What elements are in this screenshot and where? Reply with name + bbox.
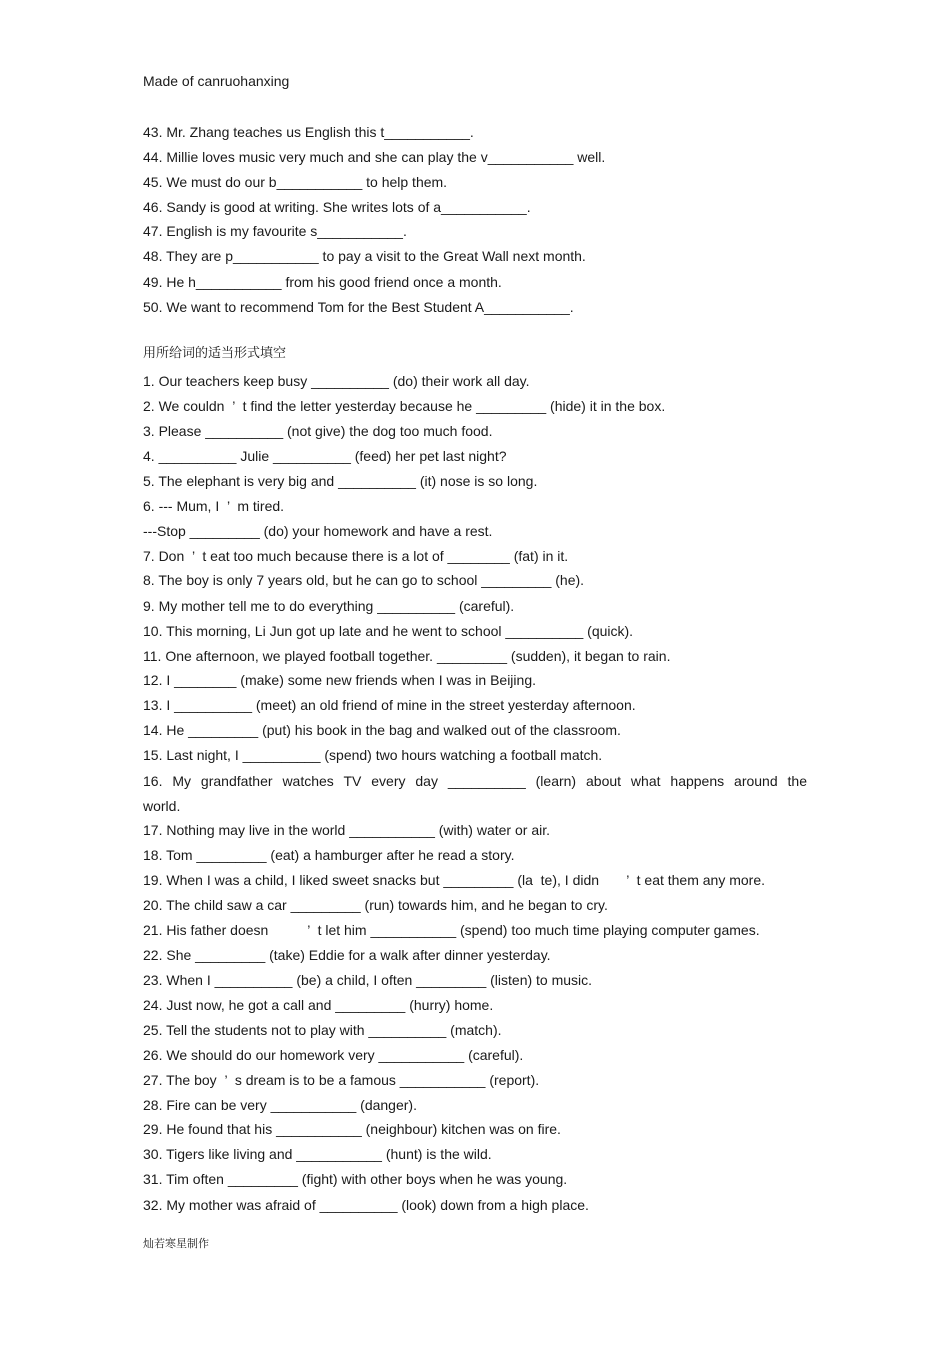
- exercise-line: 43. Mr. Zhang teaches us English this t___________.: [143, 124, 474, 140]
- exercise-line: 49. He h___________ from his good friend once a month.: [143, 274, 502, 290]
- exercise-line: 23. When I __________ (be) a child, I often _________ (listen) to music.: [143, 972, 593, 988]
- exercise-line: 22. She _________ (take) Eddie for a walk after dinner yesterday.: [143, 947, 551, 963]
- exercise-line: 5. The elephant is very big and __________ (it) nose is so long.: [143, 473, 538, 489]
- exercise-line: 31. Tim often _________ (fight) with other boys when he was young.: [143, 1171, 568, 1187]
- exercise-line: 16. My grandfather watches TV every day __________ (learn) about what happens around the: [143, 773, 807, 789]
- exercise-line: 2. We couldn ’ t find the letter yesterday because he _________ (hide) it in the box.: [143, 398, 666, 414]
- exercise-line: 11. One afternoon, we played football together. _________ (sudden), it began to rain.: [143, 648, 671, 664]
- section-title: 用所给词的适当形式填空: [143, 346, 287, 361]
- exercise-line: 28. Fire can be very ___________ (danger).: [143, 1097, 417, 1113]
- exercise-line: 13. I __________ (meet) an old friend of mine in the street yesterday afternoon.: [143, 697, 636, 713]
- exercise-line: 9. My mother tell me to do everything __________ (careful).: [143, 598, 515, 614]
- exercise-line: 48. They are p___________ to pay a visit to the Great Wall next month.: [143, 248, 586, 264]
- exercise-line: 18. Tom _________ (eat) a hamburger after he read a story.: [143, 847, 515, 863]
- exercise-line: 10. This morning, Li Jun got up late and he went to school __________ (quick).: [143, 623, 634, 639]
- exercise-line: 27. The boy ’ s dream is to be a famous ___________ (report).: [143, 1072, 540, 1088]
- exercise-line: 8. The boy is only 7 years old, but he can go to school _________ (he).: [143, 572, 585, 588]
- exercise-line: 50. We want to recommend Tom for the Best Student A___________.: [143, 299, 574, 315]
- exercise-line: 17. Nothing may live in the world ___________ (with) water or air.: [143, 822, 550, 838]
- exercise-line: 44. Millie loves music very much and she can play the v___________ well.: [143, 149, 606, 165]
- exercise-line: 3. Please __________ (not give) the dog too much food.: [143, 423, 493, 439]
- exercise-line: 26. We should do our homework very ___________ (careful).: [143, 1047, 524, 1063]
- exercise-line: 20. The child saw a car _________ (run) towards him, and he began to cry.: [143, 897, 608, 913]
- exercise-line: 1. Our teachers keep busy __________ (do) their work all day.: [143, 373, 530, 389]
- exercise-line: 6. --- Mum, I ’ m tired.: [143, 498, 285, 514]
- exercise-line: 45. We must do our b___________ to help them.: [143, 174, 448, 190]
- exercise-line: 4. __________ Julie __________ (feed) her pet last night?: [143, 448, 507, 464]
- exercise-line: 19. When I was a child, I liked sweet snacks but _________ (la te), I didn ’ t eat them any more.: [143, 872, 766, 888]
- exercise-line: 14. He _________ (put) his book in the bag and walked out of the classroom.: [143, 722, 621, 738]
- exercise-line: 24. Just now, he got a call and _________ (hurry) home.: [143, 997, 494, 1013]
- exercise-line: 32. My mother was afraid of __________ (look) down from a high place.: [143, 1197, 589, 1213]
- exercise-line: 30. Tigers like living and ___________ (hunt) is the wild.: [143, 1146, 492, 1162]
- page-footer: 灿若寒星制作: [143, 1237, 209, 1250]
- exercise-line: 21. His father doesn ’ t let him ___________ (spend) too much time playing computer games.: [143, 922, 760, 938]
- exercise-line: 7. Don ’ t eat too much because there is a lot of ________ (fat) in it.: [143, 548, 569, 564]
- exercise-line: 29. He found that his ___________ (neighbour) kitchen was on fire.: [143, 1121, 561, 1137]
- exercise-line: 46. Sandy is good at writing. She writes lots of a___________.: [143, 199, 531, 215]
- exercise-line: 25. Tell the students not to play with __________ (match).: [143, 1022, 502, 1038]
- exercise-line: 15. Last night, I __________ (spend) two hours watching a football match.: [143, 747, 603, 763]
- exercise-line: 12. I ________ (make) some new friends when I was in Beijing.: [143, 672, 536, 688]
- exercise-line: world.: [143, 798, 181, 814]
- page-header: Made of canruohanxing: [143, 73, 290, 89]
- exercise-line: 47. English is my favourite s___________.: [143, 223, 407, 239]
- exercise-line: ---Stop _________ (do) your homework and have a rest.: [143, 523, 493, 539]
